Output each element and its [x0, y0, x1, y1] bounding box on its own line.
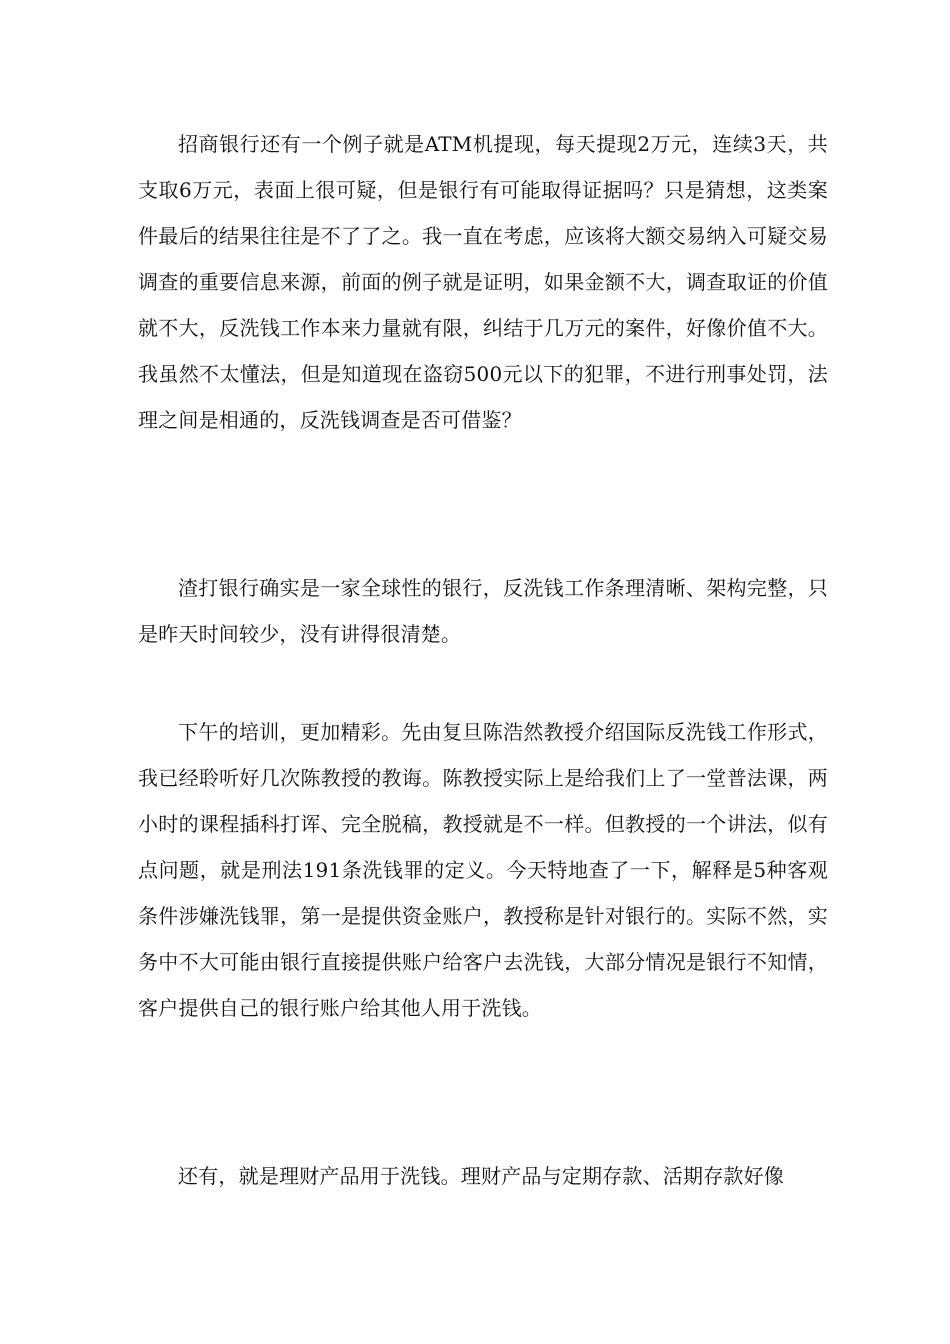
paragraph-atm-withdrawal-example: 招商银行还有一个例子就是ATM机提现，每天提现2万元，连续3天，共支取6万元，表面上很可疑，但是银行有可能取得证据吗？只是猜想，这类案件最后的结果往往是不了了之。我一直在考虑，应该将大额交易纳入可疑交易调查的重要信息来源，前面的例子就是证明，如果金额不大，调查取证的价值就不大，反洗钱工作本来力量就有限，纠结于几万元的案件，好像价值不大。我虽然不太懂法，但是知道现在盗窃500元以下的犯罪，不进行刑事处罚，法理之间是相通的，反洗钱调查是否可借鉴？	[138, 132, 828, 432]
paragraph-standard-chartered: 渣打银行确实是一家全球性的银行，反洗钱工作条理清晰、架构完整，只是昨天时间较少，没有讲得很清楚。	[138, 576, 828, 646]
paragraph-wealth-products: 还有，就是理财产品用于洗钱。理财产品与定期存款、活期存款好像	[178, 1164, 784, 1188]
paragraph-afternoon-training: 下午的培训，更加精彩。先由复旦陈浩然教授介绍国际反洗钱工作形式，我已经聆听好几次陈教授的教诲。陈教授实际上是给我们上了一堂普法课，两小时的课程插科打诨、完全脱稿，教授就是不一样。但教授的一个讲法，似有点问题，就是刑法191条洗钱罪的定义。今天特地查了一下，解释是5种客观条件涉嫌洗钱罪，第一是提供资金账户，教授称是针对银行的。实际不然，实务中不大可能由银行直接提供账户给客户去洗钱，大部分情况是银行不知情，客户提供自己的银行账户给其他人用于洗钱。	[138, 720, 828, 1020]
